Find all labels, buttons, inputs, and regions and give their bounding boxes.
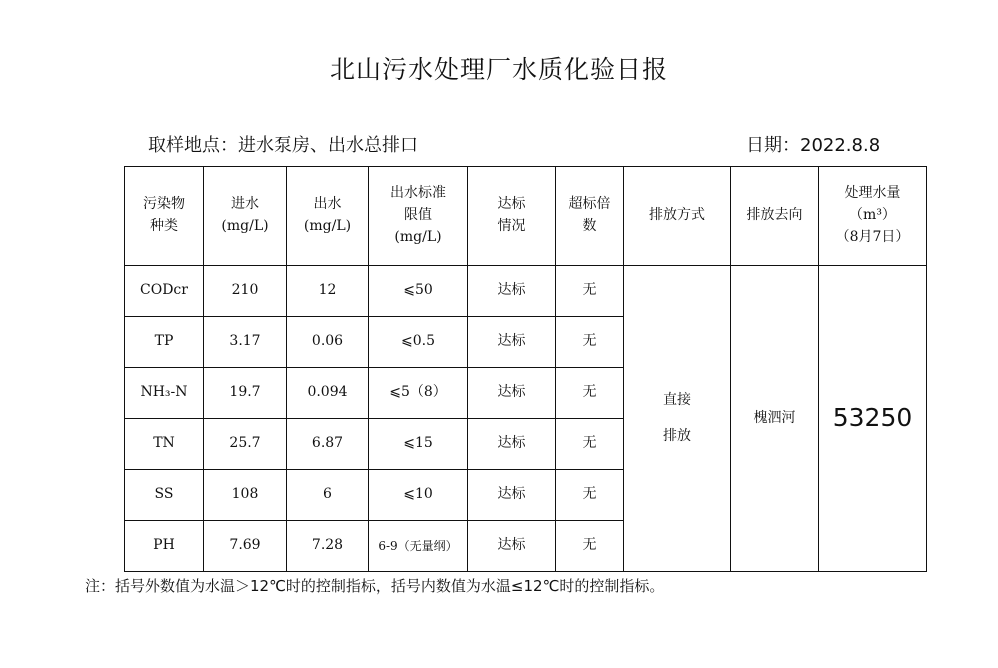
report-date: 日期：2022.8.8: [746, 135, 881, 156]
header-discharge-method: 排放方式: [624, 167, 731, 266]
header-standard-line3: (mg/L): [394, 228, 442, 245]
header-volume-date: （8月7日）: [835, 228, 910, 245]
header-standard-line2: 限值: [404, 207, 432, 224]
exceed-cell: 无: [556, 368, 624, 419]
outflow-cell: 0.094: [287, 368, 369, 419]
header-discharge-destination: 排放去向: [731, 167, 819, 266]
header-standard-line1: 出水标准: [390, 185, 446, 202]
inflow-cell: 108: [204, 470, 287, 521]
header-compliance-line2: 情况: [497, 218, 526, 234]
header-compliance: [468, 167, 556, 266]
header-volume-line1: 处理水量: [844, 185, 901, 202]
pollutant-cell: TP: [125, 317, 204, 368]
header-outflow-line1: 出水: [313, 196, 342, 213]
exceed-cell: 无: [556, 266, 624, 317]
volume-cell: 53250: [819, 266, 927, 572]
standard-cell: 6-9（无量纲）: [369, 521, 468, 572]
header-pollutant-line2: 种类: [150, 218, 178, 234]
header-pollutant: [125, 167, 204, 266]
status-cell: 达标: [468, 521, 556, 572]
inflow-cell: 19.7: [204, 368, 287, 419]
inflow-cell: 3.17: [204, 317, 287, 368]
sampling-location: 取样地点：进水泵房、出水总排口: [148, 135, 418, 156]
water-quality-table: [124, 166, 927, 572]
header-volume-unit: （m³）: [849, 207, 896, 224]
header-inflow: [204, 167, 287, 266]
outflow-cell: 7.28: [287, 521, 369, 572]
pollutant-cell: PH: [125, 521, 204, 572]
header-exceed-line2: 数: [582, 218, 597, 234]
status-cell: 达标: [468, 368, 556, 419]
exceed-cell: 无: [556, 521, 624, 572]
inflow-cell: 210: [204, 266, 287, 317]
status-cell: 达标: [468, 317, 556, 368]
discharge-destination-cell: 槐泗河: [731, 266, 819, 572]
inflow-cell: 7.69: [204, 521, 287, 572]
standard-cell: ⩽15: [369, 419, 468, 470]
header-volume: [819, 167, 927, 266]
outflow-cell: 12: [287, 266, 369, 317]
pollutant-cell: CODcr: [125, 266, 204, 317]
outflow-cell: 0.06: [287, 317, 369, 368]
discharge-method-line2: 排放: [663, 427, 691, 444]
status-cell: 达标: [468, 470, 556, 521]
header-inflow-line1: 进水: [231, 196, 259, 213]
standard-cell: ⩽50: [369, 266, 468, 317]
outflow-cell: 6.87: [287, 419, 369, 470]
outflow-cell: 6: [287, 470, 369, 521]
header-standard: [369, 167, 468, 266]
discharge-method-line1: 直接: [663, 391, 691, 408]
header-pollutant-line1: 污染物: [143, 196, 185, 213]
header-outflow-line2: (mg/L): [303, 218, 352, 234]
standard-cell: ⩽10: [369, 470, 468, 521]
status-cell: 达标: [468, 266, 556, 317]
exceed-cell: 无: [556, 317, 624, 368]
header-inflow-line2: (mg/L): [221, 218, 269, 234]
standard-cell: ⩽5（8）: [369, 368, 468, 419]
pollutant-cell: TN: [125, 419, 204, 470]
discharge-method-cell: [624, 266, 731, 572]
header-row: [125, 167, 927, 266]
pollutant-cell: SS: [125, 470, 204, 521]
status-cell: 达标: [468, 419, 556, 470]
footnote: 注：括号外数值为水温＞12℃时的控制指标，括号内数值为水温≤12℃时的控制指标。: [85, 577, 665, 595]
inflow-cell: 25.7: [204, 419, 287, 470]
exceed-cell: 无: [556, 470, 624, 521]
header-outflow: [287, 167, 369, 266]
header-exceed: [556, 167, 624, 266]
standard-cell: ⩽0.5: [369, 317, 468, 368]
header-compliance-line1: 达标: [497, 196, 526, 213]
table-row: [125, 266, 927, 317]
header-exceed-line1: 超标倍: [568, 196, 611, 213]
exceed-cell: 无: [556, 419, 624, 470]
report-title: 北山污水处理厂水质化验日报: [329, 55, 668, 84]
pollutant-cell: NH₃-N: [125, 368, 204, 419]
